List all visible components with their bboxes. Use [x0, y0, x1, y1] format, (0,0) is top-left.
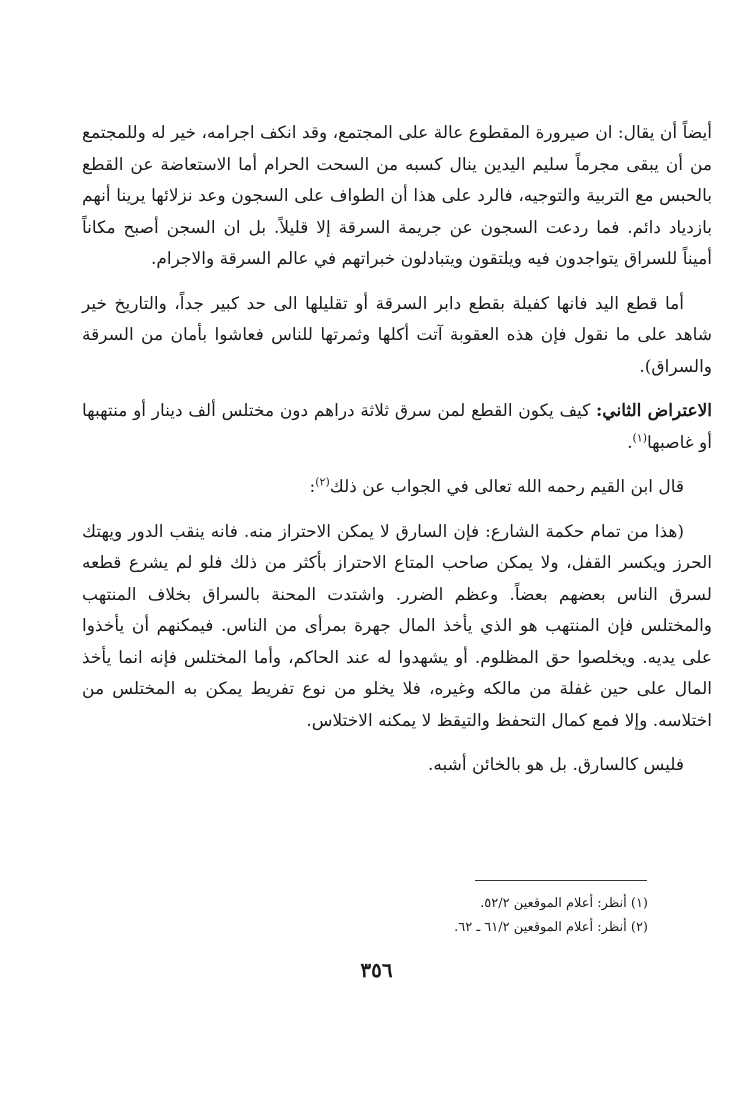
paragraph-2: أما قطع اليد فانها كفيلة بقطع دابر السرقة أو تقليلها الى حد كبير جداً، والتاريخ خير شاهد على ما نقول فإن هذه العقوبة آتت أكلها وثمرتها للناس فعاشوا بأمان من السرقة والسراق). — [82, 293, 712, 377]
paragraph-1: أيضاً أن يقال: ان صيرورة المقطوع عالة على المجتمع، وقد انكف اجرامه، خير له وللمجتمع من أن يبقى مجرماً سليم اليدين ينال كسبه من السحت الحرام أما الاستعاضة عن القطع بالحبس مع التربية والتوجيه، فالرد على هذا أن الطواف على السجون وعد نزلائها يرينا أنهم بازدياد دائم. فما ردعت السجون عن جريمة السرقة إلا قليلاً. بل ان السجن أصبح مكاناً أميناً للسراق يتواجدون فيه ويلتقون ويتبادلون خبراتهم في عالم السرقة والاجرام. — [82, 123, 712, 269]
footnote-1: (١) أنظر: أعلام الموقعين ٥٢/٢. — [480, 896, 648, 911]
page-number: ٣٥٦ — [360, 958, 393, 982]
paragraph-4: قال ابن القيم رحمه الله تعالى في الجواب عن ذلك$^{(٢)}$: — [309, 475, 684, 497]
paragraph-6: فليس كالسارق. بل هو بالخائن أشبه. — [427, 755, 684, 775]
paragraph-5-quote: (هذا من تمام حكمة الشارع: فإن السارق لا يمكن الاحتراز منه. فانه ينقب الدور ويهتك الحرز ويكسر القفل، ولا يمكن صاحب المتاع الاحتراز بأكثر من ذلك فلو لم يشرع قطعه لسرق الناس بعضهم بعضاً. وعظم الضرر. واشتدت المحنة بالسراق بخلاف المنتهب والمختلس فإن المنتهب هو الذي يأخذ المال جهرة بمرأى من الناس. فيمكنهم أن يأخذوا على يديه. ويخلصوا حق المظلوم. أو يشهدوا له عند الحاكم، وأما المختلس فإنه انما يأخذ المال على حين غفلة من مالكه وغيره، فلا يخلو من نوع تفريط يمكن به المختلس من اختلاسه. وإلا فمع كمال التحفظ والتيقظ لا يمكنه الاختلاس. — [82, 521, 712, 731]
footnote-ref-1: (١) — [632, 430, 647, 444]
paragraph-3: الاعتراض الثاني: كيف يكون القطع لمن سرق ثلاثة دراهم دون مختلس ألف دينار أو منتهبها أو غاصبها$^{(١)}$. — [82, 401, 713, 453]
objection-label: الاعتراض الثاني: — [596, 401, 713, 421]
main-text — [82, 118, 712, 795]
footnote-2: (٢) أنظر: أعلام الموقعين ٦١/٢ ـ ٦٢. — [454, 920, 648, 935]
footnote-ref-2: (٢) — [315, 475, 330, 489]
footnotes — [300, 892, 648, 940]
footnote-divider — [475, 880, 647, 881]
